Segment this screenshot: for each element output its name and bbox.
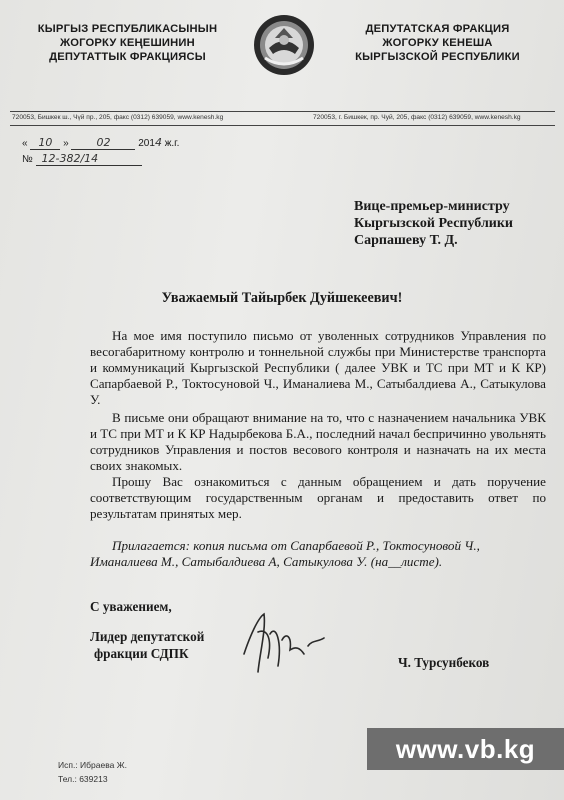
header-russian xyxy=(330,22,545,64)
closing: С уважением, xyxy=(90,599,172,614)
attachment-note: Прилагается: копия письма от Сапарбаевой Р., Токтосуновой Ч., Иманалиева М., Сатыбалдиева А, Сатыкулова У. (на__листе). xyxy=(90,538,480,569)
header-left-line: ЖОГОРКУ КЕҢЕШИНИН xyxy=(60,37,195,49)
address-divider xyxy=(10,125,555,126)
header-right-line: ЖОГОРКУ КЕНЕША xyxy=(382,37,493,49)
signer-title: Лидер депутатской фракции СДПК xyxy=(90,629,205,661)
date-month: 02 xyxy=(71,136,135,150)
body-paragraph: В письме они обращают внимание на то, что с назначением начальника УВК и ТС при МТ и К КР Надырбекова Б.А., последний начал беспричинно увольнять сотрудников Управления и постов весового контроля и назначать на их места своих знакомых. xyxy=(90,410,546,473)
addressee-line: Сарпашеву Т. Д. xyxy=(354,233,458,248)
addressee-line: Кыргызской Республики xyxy=(354,216,513,231)
addressee-line: Вице-премьер-министру xyxy=(354,199,510,214)
kyrgyz-state-emblem-icon xyxy=(253,14,315,76)
header-left-line: КЫРГЫЗ РЕСПУБЛИКАСЫНЫН xyxy=(37,23,218,35)
date-day: 10 xyxy=(30,136,60,150)
address-left: 720053, Бишкек ш., Чүй пр., 205, факс (0312) 639059, www.kenesh.kg xyxy=(12,114,224,121)
header-left-line: ДЕПУТАТТЫК ФРАКЦИЯСЫ xyxy=(49,51,206,63)
header-kyrgyz xyxy=(20,22,235,64)
header-right-line: КЫРГЫЗСКОЙ РЕСПУБЛИКИ xyxy=(355,51,520,63)
addressee-block xyxy=(354,198,513,249)
header-right-line: ДЕПУТАТСКАЯ ФРАКЦИЯ xyxy=(365,23,510,35)
greeting: Уважаемый Тайырбек Дуйшекеевич! xyxy=(161,290,403,306)
executor-line: Исп.: Ибраева Ж. xyxy=(58,760,127,770)
body-paragraph: На мое имя поступило письмо от уволенных сотрудников Управления по весогабаритному контролю и тоннельной службы при Министерстве транспорта и коммуникаций Кыргызской Республики ( далее УВК и ТС при МТ и К КР) Сапарбаевой Р., Токтосуновой Ч., Иманалиева М., Сатыбалдиева А., Сатыкулова У. xyxy=(90,328,546,407)
handwritten-signature xyxy=(238,606,328,676)
letter-number-value: 12-382/14 xyxy=(36,152,142,166)
site-watermark: www.vb.kg xyxy=(367,728,564,770)
letter-number: № 12-382/14 xyxy=(22,152,142,166)
phone-line: Тел.: 639213 xyxy=(58,774,108,784)
date-year-digit: 4 xyxy=(154,136,162,149)
letter-date: « 10 » 02 2014 ж.г. xyxy=(22,136,180,149)
signer-name: Ч. Турсунбеков xyxy=(398,655,490,670)
body-paragraph: Прошу Вас ознакомиться с данным обращением и дать поручение соответствующим государственным органам и предоставить ответ по результатам принятых мер. xyxy=(90,474,546,521)
header-divider xyxy=(10,111,555,112)
address-right: 720053, г. Бишкек, пр. Чуй, 205, факс (0312) 639059, www.kenesh.kg xyxy=(313,114,521,121)
